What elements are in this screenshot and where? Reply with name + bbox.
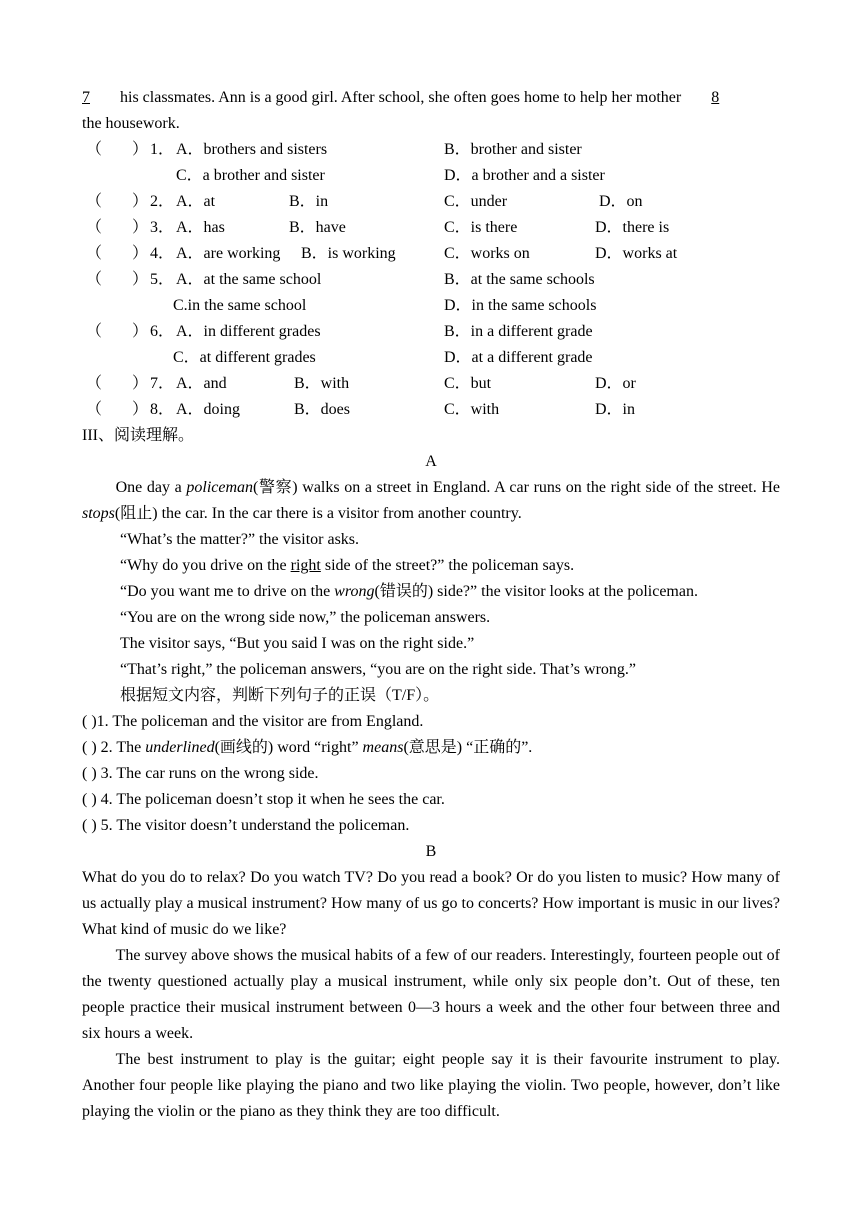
- option-c: C．with: [444, 401, 500, 418]
- answer-paren-open: （: [86, 323, 103, 340]
- tf-item: ( ) 3. The car runs on the wrong side.: [82, 765, 319, 782]
- question-row: [82, 397, 780, 423]
- question-row: [82, 137, 780, 163]
- option-a: A．has: [176, 219, 225, 236]
- question-number: 2．: [150, 193, 175, 210]
- option-d: D．in: [595, 401, 636, 418]
- tf-item: ( )1. The policeman and the visitor are from England.: [82, 713, 424, 730]
- option-d: D．or: [595, 375, 636, 392]
- cloze-line-2: [82, 111, 780, 137]
- underlined-word-right: right: [290, 557, 321, 574]
- answer-paren-close: ）: [132, 219, 149, 236]
- option-c: C.in the same school: [173, 297, 307, 314]
- answer-paren-open: （: [86, 401, 103, 418]
- tf-item: ( ) 4. The policeman doesn’t stop it when he sees the car.: [82, 791, 445, 808]
- option-b: B．have: [289, 219, 346, 236]
- option-a: A．doing: [176, 401, 241, 418]
- option-b: B．in a different grade: [444, 323, 593, 340]
- question-number: 1．: [150, 141, 175, 158]
- question-number: 8．: [150, 401, 175, 418]
- passage-a-paragraph-1: One day a policeman(警察) walks on a street in England. A car runs on the right side of the street. He stops(阻止) the car. In the car there is a visitor from another country.: [82, 479, 780, 522]
- question-row-cont: [82, 163, 780, 189]
- option-c: C．is there: [444, 219, 518, 236]
- tf-answer-paren: ( ): [82, 765, 97, 782]
- tf-item: ( ) 5. The visitor doesn’t understand the policeman.: [82, 817, 410, 834]
- dialogue-line: “Do you want me to drive on the wrong(错误的) side?” the visitor looks at the policeman.: [120, 583, 698, 600]
- option-d: D．there is: [595, 219, 670, 236]
- passage-b-label: B: [425, 843, 437, 860]
- section-heading: III、阅读理解。: [82, 427, 194, 444]
- blank-7: 7: [82, 89, 90, 106]
- answer-paren-close: ）: [132, 245, 149, 262]
- option-d: D．on: [599, 193, 643, 210]
- cloze-text-1: his classmates. Ann is a good girl. After school, she often goes home to help her mother: [120, 89, 682, 106]
- tf-answer-paren: ( ): [82, 713, 97, 730]
- question-row: [82, 371, 780, 397]
- term-stops: stops: [82, 505, 115, 522]
- dialogue-line: “That’s right,” the policeman answers, “you are on the right side. That’s wrong.”: [120, 661, 636, 678]
- option-a: A．at the same school: [176, 271, 322, 288]
- option-a: A．brothers and sisters: [176, 141, 328, 158]
- answer-paren-close: ）: [132, 375, 149, 392]
- passage-b-paragraph-2: The survey above shows the musical habits of a few of our readers. Interestingly, fourteen people out of the twenty questioned actually play a musical instrument, while only six people don’t. Out of these, ten people practice their musical instrument between 0—3 hours a week and the other four between three and six hours a week.: [82, 947, 780, 1042]
- answer-paren-open: （: [86, 141, 103, 158]
- tf-item: ( ) 2. The underlined(画线的) word “right” means(意思是) “正确的”.: [82, 739, 533, 756]
- question-row: [82, 241, 780, 267]
- option-b: B．at the same schools: [444, 271, 595, 288]
- dialogue-line: “Why do you drive on the right side of the street?” the policeman says.: [120, 557, 575, 574]
- answer-paren-close: ）: [132, 271, 149, 288]
- question-row: [82, 189, 780, 215]
- option-a: A．are working: [176, 245, 281, 262]
- answer-paren-close: ）: [132, 401, 149, 418]
- question-number: 5．: [150, 271, 175, 288]
- tf-instruction: 根据短文内容，判断下列句子的正误（T/F）。: [120, 687, 440, 704]
- question-number: 3．: [150, 219, 175, 236]
- question-row-cont: [82, 293, 780, 319]
- tf-answer-paren: ( ): [82, 791, 97, 808]
- option-b: B．in: [289, 193, 329, 210]
- worksheet-page: [82, 85, 780, 1125]
- question-row-cont: [82, 345, 780, 371]
- dialogue-line: “What’s the matter?” the visitor asks.: [120, 531, 360, 548]
- answer-paren-open: （: [86, 219, 103, 236]
- option-c: C．but: [444, 375, 492, 392]
- question-row: [82, 319, 780, 345]
- option-d: D．works at: [595, 245, 678, 262]
- answer-paren-close: ）: [132, 323, 149, 340]
- cloze-text-2: the housework.: [82, 115, 180, 132]
- option-b: B．brother and sister: [444, 141, 582, 158]
- dialogue-line: The visitor says, “But you said I was on the right side.”: [120, 635, 475, 652]
- answer-paren-close: ）: [132, 141, 149, 158]
- option-b: B．does: [294, 401, 351, 418]
- option-d: D．a brother and a sister: [444, 167, 605, 184]
- question-row: [82, 215, 780, 241]
- option-c: C．works on: [444, 245, 530, 262]
- passage-b-paragraph-1: What do you do to relax? Do you watch TV? Do you read a book? Or do you listen to music? How many of us actually play a musical instrument? How many of us go to concerts? How important is music in our lives? What kind of music do we like?: [82, 869, 780, 938]
- option-d: D．in the same schools: [444, 297, 597, 314]
- passage-b-paragraph-3: The best instrument to play is the guitar; eight people say it is their favourite instrument to play. Another four people like playing the piano and two like playing the violin. Two people, however, don’t like playing the violin or the piano as they think they are too difficult.: [82, 1051, 780, 1120]
- term-wrong: wrong: [334, 583, 375, 600]
- option-b: B．with: [294, 375, 350, 392]
- option-c: C．at different grades: [173, 349, 316, 366]
- option-c: C．under: [444, 193, 508, 210]
- option-b: B．is working: [301, 245, 396, 262]
- tf-answer-paren: ( ): [82, 817, 97, 834]
- dialogue-line: “You are on the wrong side now,” the policeman answers.: [120, 609, 491, 626]
- question-number: 6．: [150, 323, 175, 340]
- answer-paren-open: （: [86, 245, 103, 262]
- cloze-line-1: [82, 85, 780, 111]
- answer-paren-open: （: [86, 193, 103, 210]
- question-number: 4．: [150, 245, 175, 262]
- option-a: A．at: [176, 193, 216, 210]
- term-policeman: policeman: [186, 479, 254, 496]
- answer-paren-close: ）: [132, 193, 149, 210]
- passage-a-label: A: [425, 453, 437, 470]
- answer-paren-open: （: [86, 375, 103, 392]
- tf-answer-paren: ( ): [82, 739, 97, 756]
- blank-8: 8: [711, 89, 720, 106]
- option-a: A．in different grades: [176, 323, 321, 340]
- question-row: [82, 267, 780, 293]
- option-c: C．a brother and sister: [176, 167, 325, 184]
- question-number: 7．: [150, 375, 175, 392]
- answer-paren-open: （: [86, 271, 103, 288]
- option-d: D．at a different grade: [444, 349, 593, 366]
- option-a: A．and: [176, 375, 227, 392]
